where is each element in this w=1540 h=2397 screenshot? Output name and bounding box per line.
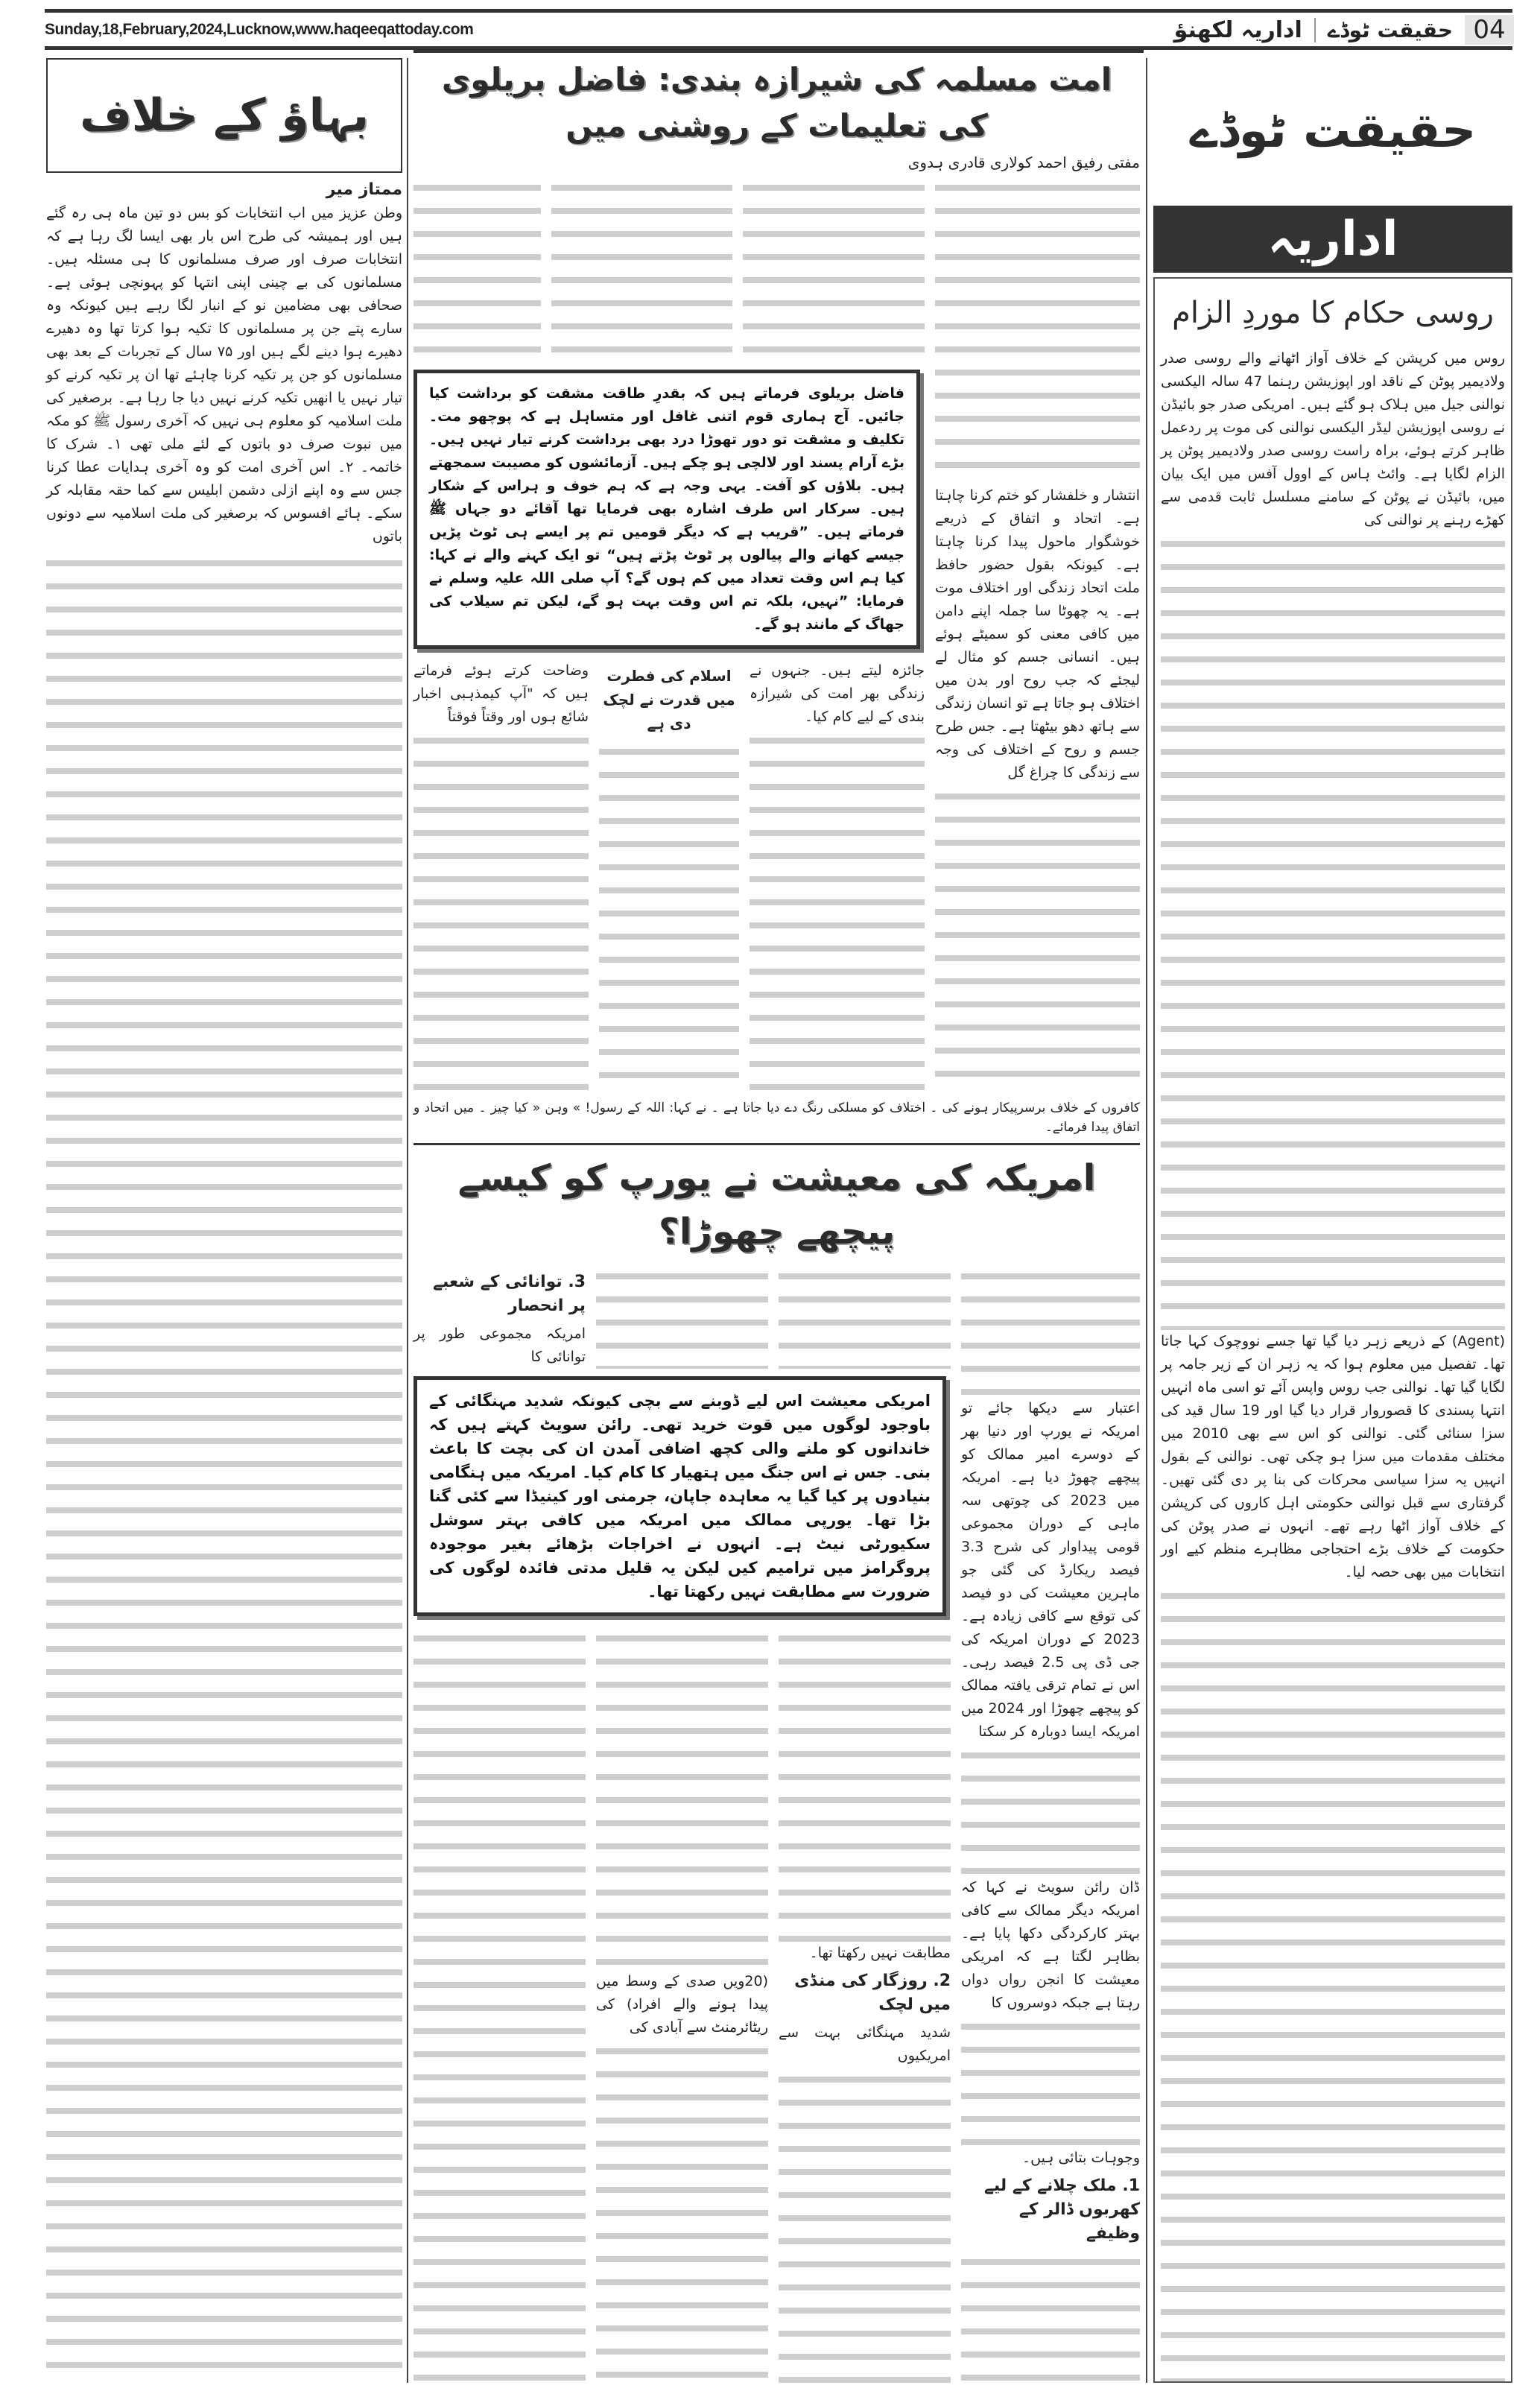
middle-quote-box xyxy=(413,370,920,649)
editorial-paragraph: (Agent) کے ذریعے زہر دیا گیا تھا جسے نووچوک کہا جاتا تھا۔ تفصیل میں معلوم ہوا کہ یہ زہر ان کے زیر جامہ پر لگایا گیا تھا۔ نوالنی جب روس واپس آئے تو اسی ماہ انہیں انتہا پسندی کا قصوروار قرار دیا گیا اور 19 سال قید کی سزا سنائی گئی۔ نوالنی کو اس سے بھی 2010 میں مختلف مقدمات میں سزا ہو چکی تھی۔ نوالنی کے بقول انہیں یہ سزا سیاسی محرکات کی بنا پر دی گئی تھیں۔ گرفتاری سے قبل نوالنی حکومتی اہل کاروں کی کرپشن کے خلاف آواز اٹھا رہے تھے۔ انہوں نے صدر پوٹن کی حکومت کے خلاف بڑے احتجاجی مظاہرے منظم کیے اور انتخابات میں بھی حصہ لیا۔ xyxy=(1161,1332,1505,1580)
left-article-title-box xyxy=(46,58,402,173)
left-article-body-continued xyxy=(46,551,402,2383)
page-number: 04 xyxy=(1465,15,1514,45)
middle-heavy-rule xyxy=(413,46,1144,53)
economy-col-3b xyxy=(596,1627,768,2383)
economy-quote-box xyxy=(413,1376,946,1616)
section-title: اداریہ لکھنؤ xyxy=(1173,16,1302,43)
middle-col-2b xyxy=(750,659,925,1092)
middle-col-1 xyxy=(935,176,1140,1092)
middle-quote-text: فاضل بریلوی فرماتے ہیں کہ بقدرِ طاقت مشقت کو برداشت کیا جائیں۔ آج ہماری قوم اتنی غافل اور متساہل ہے کہ پوچھو مت۔ تکلیف و مشقت تو دور تھوڑا درد بھی برداشت کرنے تیار نہیں ہیں۔ بڑے آرام پسند اور لالچی ہو چکے ہیں۔ آزمائشوں کو مصیبت سمجھتے ہیں۔ بلاؤں کو آفت۔ یہی وجہ ہے کہ ہم خوف و ہراس کے شکار ہیں۔ سرکار اس طرف اشارہ بھی فرمایا تھا آقائے دو جہاں ﷺ فرماتے ہیں۔ ”قریب ہے کہ دیگر قومیں تم پر ایسے ہی ٹوٹ پڑیں جیسے کھانے والے پیالوں پر ٹوٹ پڑتے ہیں“ تو ایک کہنے والے نے کہا: کیا ہم اس وقت تعداد میں کم ہوں گے؟ آپ صلی اللہ علیہ وسلم نے فرمایا: ”نہیں، بلکہ تم اس وقت بہت ہو گے، لیکن تم سیلاب کی جھاگ کے مانند ہو گے۔ xyxy=(429,385,904,633)
middle-article-paragraph: انتشار و خلفشار کو ختم کرنا چاہتا ہے۔ اتحاد و اتفاق کے ذریعے خوشگوار ماحول پیدا کرنا چاہتا ہے۔ کیونکہ بقول حضور حافظ ملت اتحاد زندگی اور اختلاف موت ہے۔ یہ چھوٹا سا جملہ اپنے دامن میں کافی معنی کو سمیٹے ہوئے ہیں۔ انسانی جسم کو مثال لے لیجئے کہ جب روح اور بدن میں اختلاف ہو جاتا ہے تو انسان زندگی سے ہاتھ دھو بیٹھتا ہے۔ جس طرح جسم و روح کے اختلاف کی وجہ سے زندگی کا چراغ گل xyxy=(935,487,1140,781)
middle-article-body xyxy=(413,176,1140,1092)
editorial-column xyxy=(1153,57,1512,2383)
top-rule xyxy=(45,9,1512,13)
left-article xyxy=(46,58,402,2383)
economy-paragraph: اعتبار سے دیکھا جائے تو امریکہ نے یورپ اور دنیا بھر کے دوسرے امیر ممالک کو پیچھے چھوڑ دیا ہے۔ امریکہ میں 2023 کی چوتھی سہ ماہی کے دوران مجموعی قومی پیداوار کی شرح 3.3 فیصد ریکارڈ کی گئی جو ماہرین معیشت کی دو فیصد کی توقع سے کافی زیادہ ہے۔ 2023 کے دوران امریکہ کی جی ڈی پی 2.5 فیصد رہی۔ اس نے تمام ترقی یافتہ ممالک کو پیچھے چھوڑا اور 2024 میں امریکہ ایسا دوبارہ کر سکتا xyxy=(961,1399,1140,1740)
economy-col-2 xyxy=(779,1264,951,1369)
column-divider xyxy=(407,58,408,2383)
editorial-title: روسی حکام کا موردِ الزام xyxy=(1172,296,1494,330)
middle-subheading: اسلام کی فطرت میں قدرت نے لچک دی ہے xyxy=(603,667,735,732)
left-article-author: ممتاز میر xyxy=(326,180,402,199)
economy-sub2-text: شدید مہنگائی بہت سے امریکیوں xyxy=(779,2024,951,2064)
left-article-title: بہاؤ کے خلاف xyxy=(80,89,369,142)
economy-subheading-2: 2. روزگار کی منڈی میں لچک xyxy=(794,1972,951,2014)
economy-paragraph: مطابقت نہیں رکھتا تھا۔ xyxy=(809,1945,951,1961)
economy-subheading-3: 3. توانائی کے شعبے پر انحصار xyxy=(433,1273,586,1315)
masthead-bar xyxy=(45,13,1514,46)
middle-paragraph: جائزہ لیتے ہیں۔ جنہوں نے زندگی بھر امت کی شیرازہ بندی کے لیے کام کیا۔ xyxy=(750,662,925,725)
editorial-banner: اداریہ xyxy=(1153,206,1512,273)
editorial-article xyxy=(1153,277,1512,2383)
middle-column xyxy=(413,57,1140,2383)
economy-paragraph: وجوہات بتائی ہیں۔ xyxy=(1021,2150,1140,2167)
economy-paragraph: (20ویں صدی کے وسط میں پیدا ہونے والے افراد) کی ریٹائرمنٹ سے آبادی کی xyxy=(596,1973,768,2036)
column-divider xyxy=(1146,58,1147,2383)
paper-name-small: حقیقت ٹوڈے xyxy=(1314,18,1465,42)
economy-col-4 xyxy=(413,1264,586,1369)
dateline: Sunday,18,February,2024,Lucknow,www.haqeeqattoday.com xyxy=(45,21,474,38)
economy-left-block xyxy=(413,1264,951,2383)
middle-col-4b xyxy=(413,659,589,1092)
economy-subheading-1: 1. ملک چلانے کے لیے کھربوں ڈالر کے وظیفے xyxy=(984,2176,1140,2244)
economy-sub3-text: امریکہ مجموعی طور پر توانائی کا xyxy=(413,1326,586,1365)
left-article-paragraph: وطن عزیز میں اب انتخابات کو بس دو تین ماہ ہی رہ گئے ہیں اور ہمیشہ کی طرح اس بار بھی ایسا لگ رہا ہے کہ انتخابات صرف اور صرف مسلمانوں کا ہی مسئلہ ہیں۔ مسلمانوں کی بے چینی اپنی انتہا کو پہونچی ہوئی ہے۔ صحافی بھی مضامین نو کے انبار لگا رہے ہیں کیونکہ وہ سارے پتے جن پر مسلمانوں کا تکیہ ہوا کرتا تھا وہ دھیرے دھیرے ہوا دینے لگے ہیں اور ۷۵ سال کے تجربات کے بعد بھی مسلمانوں کو جن پر تکیہ کرنا چاہئے تھا ان پر تکیہ کرنے کو تیار نہیں یا انھیں تکیہ کرنے نہیں دیا جا رہا ہے۔ برصغیر کی ملت اسلامیہ کو معلوم ہی نہیں کہ آخری رسول ﷺ کو مکہ میں نبوت صرف دو باتوں کے لئے ملی تھی ۱۔ شرک کا خاتمہ۔ ۲۔ اس آخری امت کو وہ آخری ہدایات عطا کرنا جس سے وہ اپنے ازلی دشمن ابلیس سے کما حقہ مقابلہ کر سکے۔ ہائے افسوس کہ برصغیر کی ملت اسلامیہ سے دونوں باتوں xyxy=(46,205,402,545)
economy-col-4b xyxy=(413,1627,586,2383)
economy-col-3 xyxy=(596,1264,768,1369)
middle-col-3b xyxy=(599,659,739,1092)
editorial-paragraph: روس میں کرپشن کے خلاف آواز اٹھانے والے روسی صدر ولادیمیر پوٹن کے ناقد اور اپوزیشن رہنما 47 سالہ الیکسی نوالنی جیل میں ہلاک ہو گئے ہیں۔ امریکی صدر جو بائیڈن نے روسی اپوزیشن لیڈر الیکسی نوالنی کی موت پر ردعمل ظاہر کرتے ہوئے، براہ راست روسی صدر ولادیمیر پوٹن پر الزام لگایا ہے۔ وائٹ ہاس کے اوول آفس میں ایک بیان میں، بائیڈن نے پوٹن کے سامنے مسلسل ثابت قدمی سے کھڑے رہنے پر نوالنی کی xyxy=(1161,350,1505,528)
economy-article-body xyxy=(413,1264,1140,2383)
middle-col-4 xyxy=(413,176,541,362)
economy-paragraph: ڈان رائن سویٹ نے کہا کہ امریکہ دیگر ممالک سے کافی بہتر کارکردگی دکھا پایا ہے۔ بظاہر لگتا ہے کہ امریکی معیشت کا انجن رواں دواں رہتا ہے جبکہ دوسروں کا xyxy=(961,1878,1140,2011)
economy-col-1 xyxy=(961,1264,1140,2383)
masthead-logo: حقیقت ٹوڈے xyxy=(1189,104,1477,159)
middle-article-title: امت مسلمہ کی شیرازہ بندی: فاضل بریلوی کی تعلیمات کے روشنی میں xyxy=(441,61,1112,144)
middle-article-closing: کافروں کے خلاف برسرپیکار ہونے کی ۔ اختلاف کو مسلکی رنگ دے دیا جاتا ہے ۔ نے کہا: اللہ کے رسول! » وہن « کیا چیز ۔ میں اتحاد و اتفاق پیدا فرمائے۔ xyxy=(413,1101,1140,1135)
middle-paragraph: وضاحت کرتے ہوئے فرماتے ہیں کہ "آپ کیمذہبی اخبار شائع ہوں اور وقتاً فوقتاً xyxy=(413,662,589,725)
economy-col-2b xyxy=(779,1627,951,2383)
middle-article-author: مفتی رفیق احمد کولاری قادری ہدوی xyxy=(907,153,1140,171)
middle-left-block xyxy=(413,176,925,1092)
economy-quote-text: امریکی معیشت اس لیے ڈوبنے سے بچی کیونکہ شدید مہنگائی کے باوجود لوگوں میں قوت خرید تھی۔ رائن سویٹ کہتے ہیں کہ خاندانوں کو ملنے والی کچھ اضافی آمدن ان کی بچت کا باعث بنی۔ جس نے اس جنگ میں ہتھیار کا کام کیا۔ امریکہ میں ہنگامی بنیادوں پر کیا گیا یہ معاہدہ جاپان، جرمنی اور کینیڈا سے کئی گنا بڑا تھا۔ یورپی ممالک میں امریکہ میں کافی بہتر سوشل سکیورٹی نیٹ ہے۔ انہوں نے اخراجات بڑھائے بغیر موجودہ پروگرامز میں ترامیم کیں لیکن یہ قلیل مدتی فائدہ لوگوں کی ضرورت سے مطابقت نہیں رکھتا تھا۔ xyxy=(429,1392,931,1600)
middle-col-3 xyxy=(551,176,733,362)
middle-col-2 xyxy=(743,176,925,362)
article-divider xyxy=(413,1143,1140,1145)
economy-article-title: امریکہ کی معیشت نے یورپ کو کیسے پیچھے چھوڑا؟ xyxy=(457,1157,1096,1253)
